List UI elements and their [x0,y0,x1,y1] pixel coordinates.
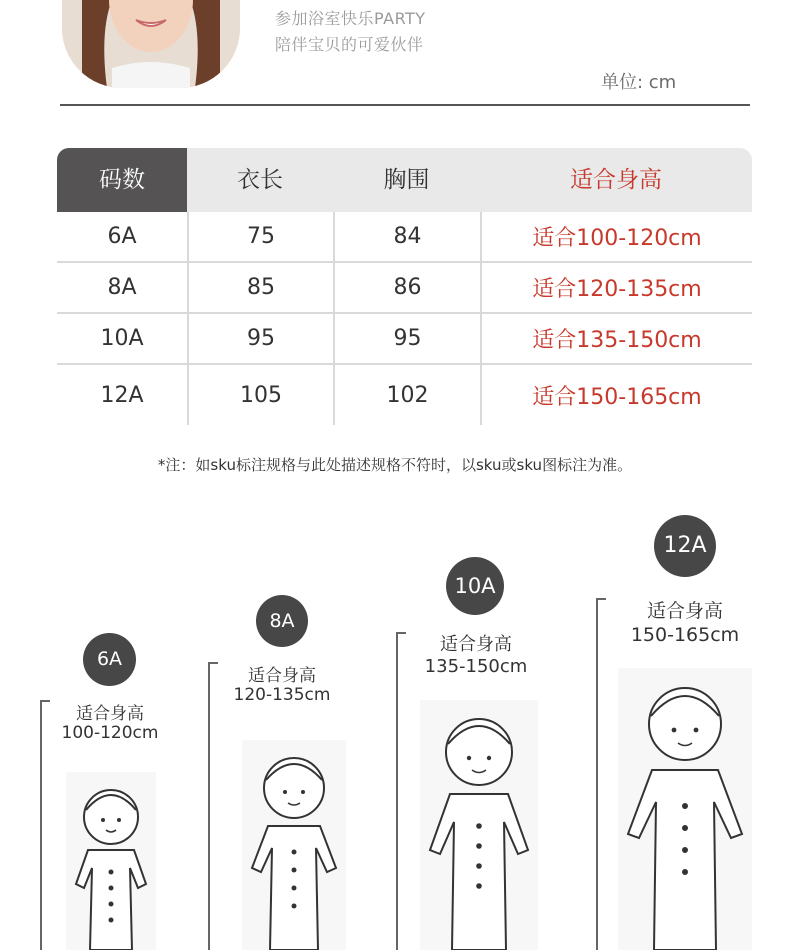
table-row [57,314,752,365]
size-badge-12a: 12A [654,515,716,577]
header-height: 适合身高 [570,167,662,193]
cell-size: 6A [107,224,137,249]
cell-length: 95 [187,314,333,363]
cell-chest: 84 [333,212,480,261]
height-label: 适合身高 [248,666,316,686]
child-illustration-10a [420,700,538,950]
cell-height: 适合120-135cm [480,263,752,312]
child-illustration-12a [618,668,752,950]
cell-length: 85 [187,263,333,312]
header-divider [60,104,750,106]
unit-label: 单位: cm [601,72,677,93]
size-badge-6a: 6A [83,633,136,686]
cell-chest: 86 [333,263,480,312]
cell-size: 12A [100,382,144,408]
height-range: 120-135cm [233,685,331,705]
height-label: 适合身高 [646,600,723,622]
sku-note: *注：如sku标注规格与此处描述规格不符时，以sku或sku图标注为准。 [157,456,633,474]
size-badge-10a: 10A [446,557,504,615]
height-label: 适合身高 [440,634,512,655]
height-bracket [40,700,42,950]
header-size: 码数 [57,148,187,212]
child-illustration-8a [242,740,346,950]
height-label: 适合身高 [76,704,144,724]
cell-chest: 102 [333,365,480,425]
cell-length: 105 [187,365,333,425]
cell-length: 75 [187,212,333,261]
table-row [57,212,752,263]
height-bracket [596,598,598,950]
table-row [57,365,752,425]
cell-size: 10A [100,326,144,351]
table-row [57,263,752,314]
child-illustration-6a [66,772,156,950]
height-range: 100-120cm [61,723,159,743]
header-chest: 胸围 [383,167,430,193]
cell-chest: 95 [333,314,480,363]
table-header [57,148,752,212]
height-bracket [208,662,210,950]
header-length: 衣长 [237,167,283,193]
size-badge-8a: 8A [256,595,308,647]
height-range: 135-150cm [424,656,528,677]
height-range: 150-165cm [630,624,740,646]
cell-height: 适合135-150cm [480,314,752,363]
tagline-1: 参加浴室快乐PARTY [275,9,426,28]
size-table [57,148,752,425]
cell-height: 适合100-120cm [480,212,752,261]
height-bracket [396,632,398,950]
tagline-2: 陪伴宝贝的可爱伙伴 [275,35,424,54]
cell-size: 8A [107,275,137,300]
girl-portrait-image [62,0,240,88]
model-photo [62,0,240,88]
cell-height: 适合150-165cm [480,365,752,425]
